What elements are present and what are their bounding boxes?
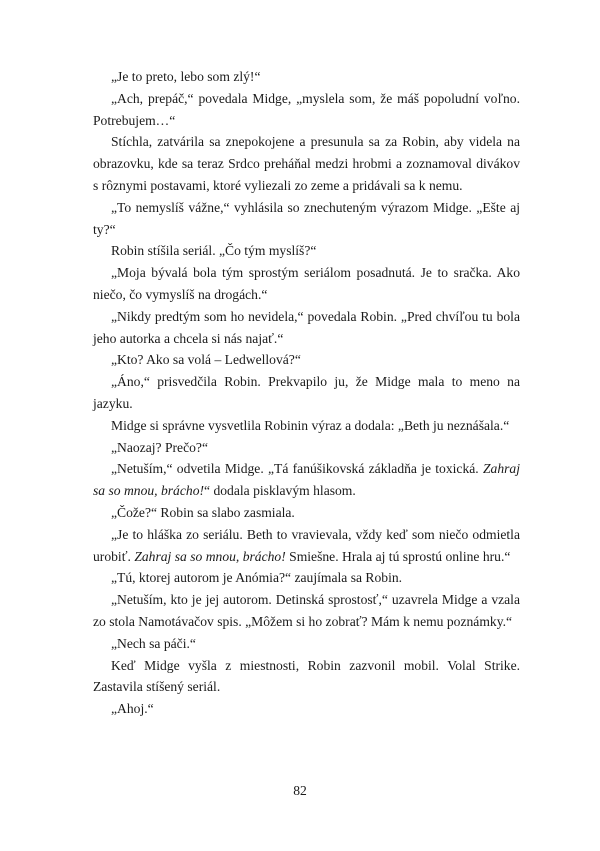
paragraph xyxy=(93,502,520,524)
text-run: „Čože?“ Robin sa slabo zasmiala. xyxy=(111,504,295,520)
text-run: Smiešne. Hrala aj tú sprostú online hru.“ xyxy=(285,548,511,564)
paragraph xyxy=(93,458,520,502)
text-run: Keď Midge vyšla z miestnosti, Robin zazvonil mobil. Volal Strike. Zastavila stíšený seriál. xyxy=(93,657,520,695)
text-run: „Ahoj.“ xyxy=(111,701,154,717)
paragraph xyxy=(93,306,520,350)
text-run: „Ach, prepáč,“ povedala Midge, „myslela som, že máš popoludní voľno. Potrebujem…“ xyxy=(93,90,520,128)
text-run: „Nech sa páči.“ xyxy=(111,635,196,651)
paragraph xyxy=(93,567,520,589)
italic-text: Zahraj sa so mnou, brácho! xyxy=(93,461,520,499)
text-run: „Naozaj? Prečo?“ xyxy=(111,439,208,455)
text-run: Stíchla, zatvárila sa znepokojene a presunula sa za Robin, aby videla na obrazovku, kde sa teraz Srdco preháňal medzi hrobmi a zoznamoval divákov s rôznymi postavami, ktoré vyliezali zo zeme a pridávali sa k nemu. xyxy=(93,134,520,193)
paragraph xyxy=(93,197,520,241)
text-run: „Je to hláška zo seriálu. Beth to vravievala, vždy keď som niečo odmietla urobiť. xyxy=(93,526,520,564)
paragraph xyxy=(93,415,520,437)
text-run: „Nikdy predtým som ho nevidela,“ povedala Robin. „Pred chvíľou tu bola jeho autorka a chcela si nás najať.“ xyxy=(93,308,520,346)
paragraph xyxy=(93,655,520,699)
page-number: 82 xyxy=(293,783,307,798)
text-run: Robin stíšila seriál. „Čo tým myslíš?“ xyxy=(111,243,317,259)
paragraph xyxy=(93,88,520,132)
text-run: „To nemyslíš vážne,“ vyhlásila so znechuteným výrazom Midge. „Ešte aj ty?“ xyxy=(93,199,520,237)
text-run: Midge si správne vysvetlila Robinin výraz a dodala: „Beth ju neznášala.“ xyxy=(111,417,510,433)
paragraph xyxy=(93,633,520,655)
text-run: „Netuším, kto je jej autorom. Detinská sprostosť,“ uzavrela Midge a vzala zo stola Namotávačov spis. „Môžem si ho zobrať? Mám k nemu poznámky.“ xyxy=(93,592,520,629)
text-run: „Kto? Ako sa volá – Ledwellová?“ xyxy=(111,352,301,368)
paragraph xyxy=(93,349,520,371)
paragraph xyxy=(93,589,520,633)
paragraph xyxy=(93,524,520,568)
paragraph xyxy=(93,698,520,720)
text-run: „Moja bývalá bola tým sprostým seriálom posadnutá. Je to sračka. Ako niečo, čo vymyslíš na drogách.“ xyxy=(93,265,520,302)
text-run: „Áno,“ prisvedčila Robin. Prekvapilo ju, že Midge mala to meno na jazyku. xyxy=(93,374,520,411)
paragraph xyxy=(93,66,520,88)
italic-text: Zahraj sa so mnou, brácho! xyxy=(134,548,286,564)
body-text xyxy=(93,66,520,720)
text-run: “ dodala pisklavým hlasom. xyxy=(204,483,356,499)
paragraph xyxy=(93,131,520,196)
paragraph xyxy=(93,240,520,262)
paragraph xyxy=(93,371,520,415)
paragraph xyxy=(93,262,520,306)
paragraph xyxy=(93,437,520,459)
text-run: „Je to preto, lebo som zlý!“ xyxy=(111,69,261,84)
text-run: „Netuším,“ odvetila Midge. „Tá fanúšikovská základňa je toxická. xyxy=(111,461,483,477)
text-run: „Tú, ktorej autorom je Anómia?“ zaujímala sa Robin. xyxy=(111,570,403,586)
